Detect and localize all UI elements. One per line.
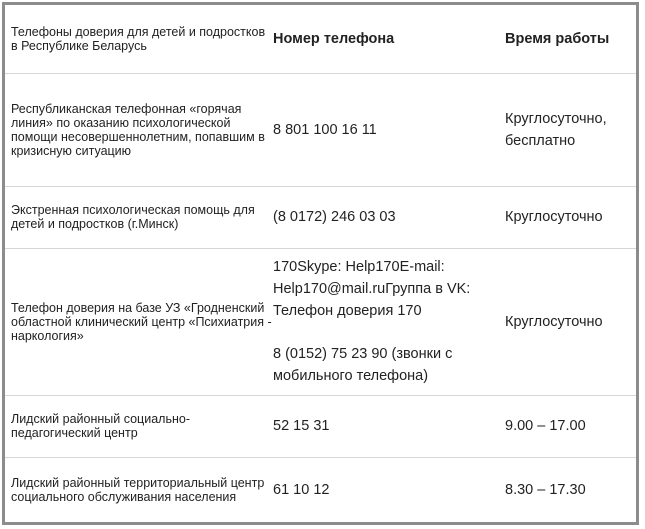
service-name: Республиканская телефонная «горячая линия» по оказанию психологической помощи несовершеннолетним, попавшим в кризисную ситуацию	[11, 101, 265, 158]
hours-cell	[505, 248, 633, 395]
phone-cell	[273, 395, 499, 457]
service-cell	[11, 248, 273, 395]
table-row	[5, 186, 636, 249]
working-hours: 8.30 – 17.30	[505, 481, 586, 498]
phone-contacts	[273, 256, 499, 387]
hotline-table	[2, 2, 639, 525]
phone-number-extra: 8 (0152) 75 23 90 (звонки с мобильного телефона)	[273, 346, 453, 384]
phone-number: 61 10 12	[273, 481, 330, 498]
service-name: Лидский районный социально-педагогический центр	[11, 412, 190, 440]
header-cell-service	[11, 5, 273, 73]
table-header-row	[5, 5, 636, 74]
service-name: Телефон доверия на базе УЗ «Гродненский областной клинический центр «Психиатрия - наркология»	[11, 300, 272, 343]
working-hours: 9.00 – 17.00	[505, 418, 586, 434]
phone-cell	[273, 457, 499, 522]
phone-number: 8 801 100 16 11	[273, 121, 377, 138]
phone-number: 52 15 31	[273, 418, 330, 434]
working-hours: Круглосуточно	[505, 313, 603, 330]
table-row	[5, 457, 636, 522]
working-hours: Круглосуточно	[505, 209, 603, 225]
service-cell	[11, 395, 273, 457]
service-name: Экстренная психологическая помощь для детей и подростков (г.Минск)	[11, 203, 255, 231]
phone-cell	[273, 248, 499, 395]
table-row	[5, 248, 636, 396]
service-name: Лидский районный территориальный центр социального обслуживания населения	[11, 475, 265, 504]
header-cell-hours	[505, 5, 633, 73]
service-cell	[11, 457, 273, 522]
phone-cell	[273, 186, 499, 248]
service-cell	[11, 186, 273, 248]
header-cell-phone	[273, 5, 499, 73]
hours-cell	[505, 186, 633, 248]
header-service-label: Телефоны доверия для детей и подростков в Республике Беларусь	[11, 25, 266, 53]
hours-cell	[505, 395, 633, 457]
hours-cell	[505, 457, 633, 522]
phone-number: 170Skype: Help170E-mail: Help170@mail.ruГруппа в VK: Телефон доверия 170	[273, 259, 471, 319]
table-row	[5, 73, 636, 187]
table-row	[5, 395, 636, 458]
hours-cell	[505, 73, 633, 186]
service-cell	[11, 73, 273, 186]
working-hours: Круглосуточно, бесплатно	[505, 110, 607, 149]
phone-cell	[273, 73, 499, 186]
header-hours-label: Время работы	[505, 31, 610, 47]
header-phone-label: Номер телефона	[273, 31, 395, 47]
phone-number: (8 0172) 246 03 03	[273, 209, 396, 225]
